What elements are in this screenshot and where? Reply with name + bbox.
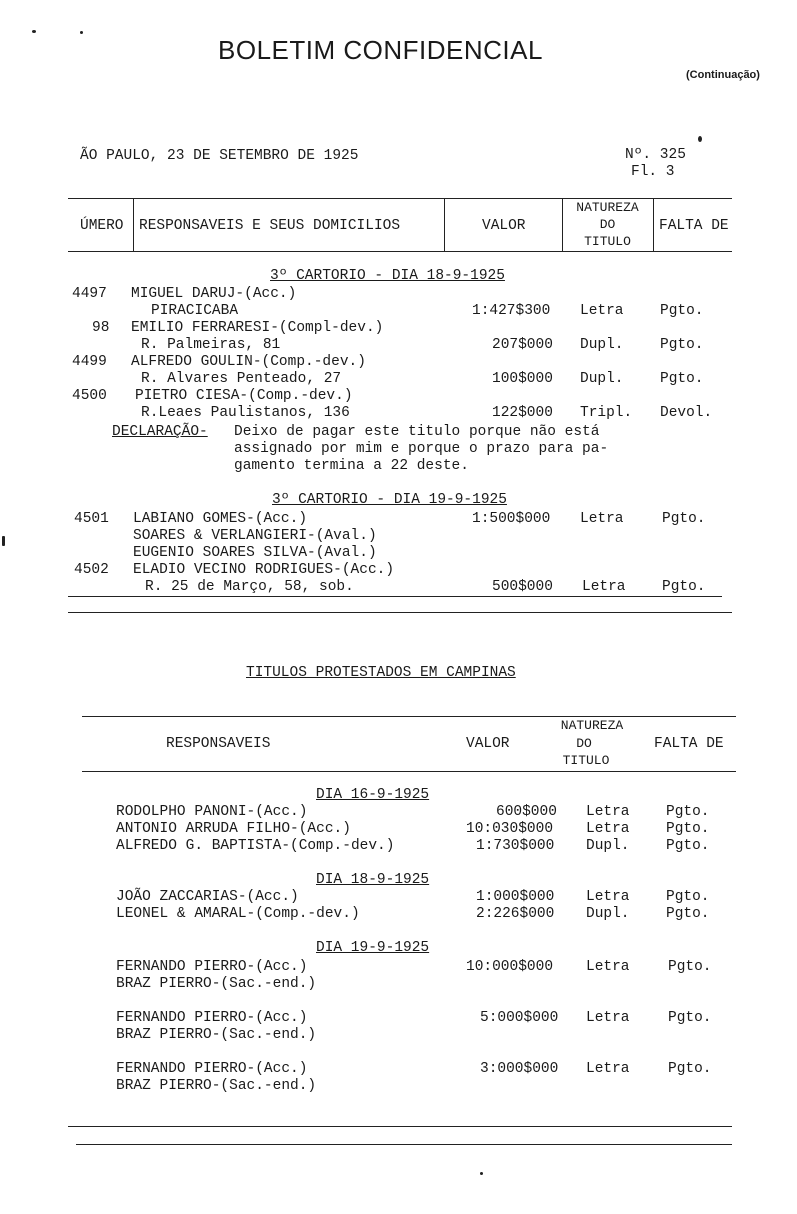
table1-col-divider [444, 198, 445, 251]
responsible-name: EMILIO FERRARESI-(Compl-dev.) [131, 320, 384, 336]
responsible-address: R.Leaes Paulistanos, 136 [141, 405, 350, 421]
title-nature: Letra [582, 579, 626, 595]
header-natureza-3: TITULO [584, 234, 631, 249]
ink-speck [480, 1172, 483, 1175]
responsible-name: FERNANDO PIERRO-(Acc.) [116, 1061, 308, 1077]
missing-reason: Pgto. [666, 906, 710, 922]
responsible-name: FERNANDO PIERRO-(Acc.) [116, 1010, 308, 1026]
responsible-name: ANTONIO ARRUDA FILHO-(Acc.) [116, 821, 351, 837]
missing-reason: Devol. [660, 405, 713, 421]
ink-speck [698, 136, 702, 142]
table2-header-bottom [82, 771, 736, 772]
title-nature: Letra [580, 511, 624, 527]
title-nature: Dupl. [580, 371, 624, 387]
section-heading: 3º CARTORIO - DIA 18-9-1925 [270, 268, 505, 284]
table1-header-bottom [68, 251, 732, 252]
header-natureza-1: NATUREZA [560, 718, 624, 733]
title-nature: Letra [586, 1061, 630, 1077]
title-value: 10:030$000 [466, 821, 554, 837]
title-value: 600$000 [496, 804, 557, 820]
missing-reason: Pgto. [666, 838, 710, 854]
row-number: 4501 [74, 511, 109, 527]
section-heading: 3º CARTORIO - DIA 19-9-1925 [272, 492, 507, 508]
ink-speck [32, 30, 36, 33]
ink-speck [80, 31, 83, 34]
row-number: 4500 [72, 388, 107, 404]
title-nature: Tripl. [580, 405, 633, 421]
header-responsaveis: RESPONSAVEIS [166, 736, 271, 752]
table1-col-divider [133, 198, 134, 251]
table2-bottom-border [76, 1144, 732, 1145]
day-heading: DIA 18-9-1925 [316, 872, 430, 888]
title-value: 3:000$000 [480, 1061, 559, 1077]
responsible-address: R. Alvares Penteado, 27 [141, 371, 342, 387]
missing-reason: Pgto. [668, 959, 712, 975]
responsible-name: BRAZ PIERRO-(Sac.-end.) [116, 1078, 317, 1094]
responsible-name: EUGENIO SOARES SILVA-(Aval.) [133, 545, 377, 561]
responsible-name: RODOLPHO PANONI-(Acc.) [116, 804, 308, 820]
header-numero: ÚMERO [80, 218, 124, 234]
responsible-name: LABIANO GOMES-(Acc.) [133, 511, 308, 527]
row-number: 4499 [72, 354, 107, 370]
header-valor: VALOR [482, 218, 526, 234]
title-value: 207$000 [492, 337, 553, 353]
missing-reason: Pgto. [660, 337, 704, 353]
bulletin-number: Nº. 325 [625, 147, 686, 163]
title-value: 2:226$000 [476, 906, 555, 922]
title-nature: Dupl. [586, 838, 630, 854]
missing-reason: Pgto. [666, 804, 710, 820]
declaration-text: Deixo de pagar este titulo porque não está [234, 424, 600, 440]
section-title: TITULOS PROTESTADOS EM CAMPINAS [246, 665, 516, 681]
row-number: 4502 [74, 562, 109, 578]
header-valor: VALOR [466, 736, 510, 752]
title-value: 122$000 [492, 405, 553, 421]
responsible-name: FERNANDO PIERRO-(Acc.) [116, 959, 308, 975]
continuation-label: (Continuação) [686, 69, 760, 81]
title-value: 500$000 [492, 579, 553, 595]
responsible-address: PIRACICABA [151, 303, 239, 319]
sheet-number: Fl. 3 [631, 164, 675, 180]
header-natureza-3: TITULO [562, 753, 610, 768]
title-value: 1:000$000 [476, 889, 555, 905]
title-value: 1:427$300 [472, 303, 551, 319]
title-nature: Letra [586, 821, 630, 837]
title-value: 5:000$000 [480, 1010, 559, 1026]
day-heading: DIA 16-9-1925 [316, 787, 430, 803]
ink-speck [2, 536, 5, 546]
title-nature: Letra [586, 959, 630, 975]
header-natureza-2: DO [599, 217, 616, 232]
table1-col-divider [653, 198, 654, 251]
table2-bottom-border [68, 1126, 732, 1127]
responsible-address: R. 25 de Março, 58, sob. [145, 579, 354, 595]
table1-bottom-border [68, 596, 722, 597]
title-value: 1:730$000 [476, 838, 555, 854]
missing-reason: Pgto. [668, 1061, 712, 1077]
missing-reason: Pgto. [660, 371, 704, 387]
responsible-name: JOÃO ZACCARIAS-(Acc.) [116, 889, 299, 905]
day-heading: DIA 19-9-1925 [316, 940, 430, 956]
header-falta: FALTA DE [659, 218, 729, 234]
responsible-name: MIGUEL DARUJ-(Acc.) [131, 286, 297, 302]
missing-reason: Pgto. [662, 579, 706, 595]
header-natureza-2: DO [576, 736, 592, 751]
page-title: BOLETIM CONFIDENCIAL [218, 35, 543, 65]
table1-top-border [68, 198, 732, 199]
header-natureza-1: NATUREZA [576, 200, 639, 215]
responsible-name: SOARES & VERLANGIERI-(Aval.) [133, 528, 377, 544]
missing-reason: Pgto. [660, 303, 704, 319]
header-falta: FALTA DE [654, 736, 724, 752]
responsible-name: BRAZ PIERRO-(Sac.-end.) [116, 1027, 317, 1043]
title-nature: Letra [586, 804, 630, 820]
missing-reason: Pgto. [666, 821, 710, 837]
missing-reason: Pgto. [662, 511, 706, 527]
responsible-name: ELADIO VECINO RODRIGUES-(Acc.) [133, 562, 395, 578]
declaration-label: DECLARAÇÃO- [112, 424, 208, 440]
missing-reason: Pgto. [666, 889, 710, 905]
table2-top-border [82, 716, 736, 717]
row-number: 98 [92, 320, 110, 336]
missing-reason: Pgto. [668, 1010, 712, 1026]
title-value: 100$000 [492, 371, 553, 387]
title-value: 1:500$000 [472, 511, 551, 527]
title-nature: Dupl. [586, 906, 630, 922]
title-nature: Letra [586, 889, 630, 905]
responsible-name: LEONEL & AMARAL-(Comp.-dev.) [116, 906, 360, 922]
title-nature: Dupl. [580, 337, 624, 353]
title-value: 10:000$000 [466, 959, 554, 975]
responsible-name: BRAZ PIERRO-(Sac.-end.) [116, 976, 317, 992]
title-nature: Letra [586, 1010, 630, 1026]
responsible-name: PIETRO CIESA-(Comp.-dev.) [135, 388, 353, 404]
declaration-text: gamento termina a 22 deste. [234, 458, 469, 474]
responsible-name: ALFREDO GOULIN-(Comp.-dev.) [131, 354, 366, 370]
title-nature: Letra [580, 303, 624, 319]
place-date: ÃO PAULO, 23 DE SETEMBRO DE 1925 [80, 148, 359, 164]
header-responsaveis: RESPONSAVEIS E SEUS DOMICILIOS [139, 218, 401, 234]
declaration-text: assignado por mim e porque o prazo para pa- [234, 441, 609, 457]
table1-bottom-border [68, 612, 732, 613]
responsible-name: ALFREDO G. BAPTISTA-(Comp.-dev.) [116, 838, 395, 854]
row-number: 4497 [72, 286, 107, 302]
responsible-address: R. Palmeiras, 81 [141, 337, 281, 353]
